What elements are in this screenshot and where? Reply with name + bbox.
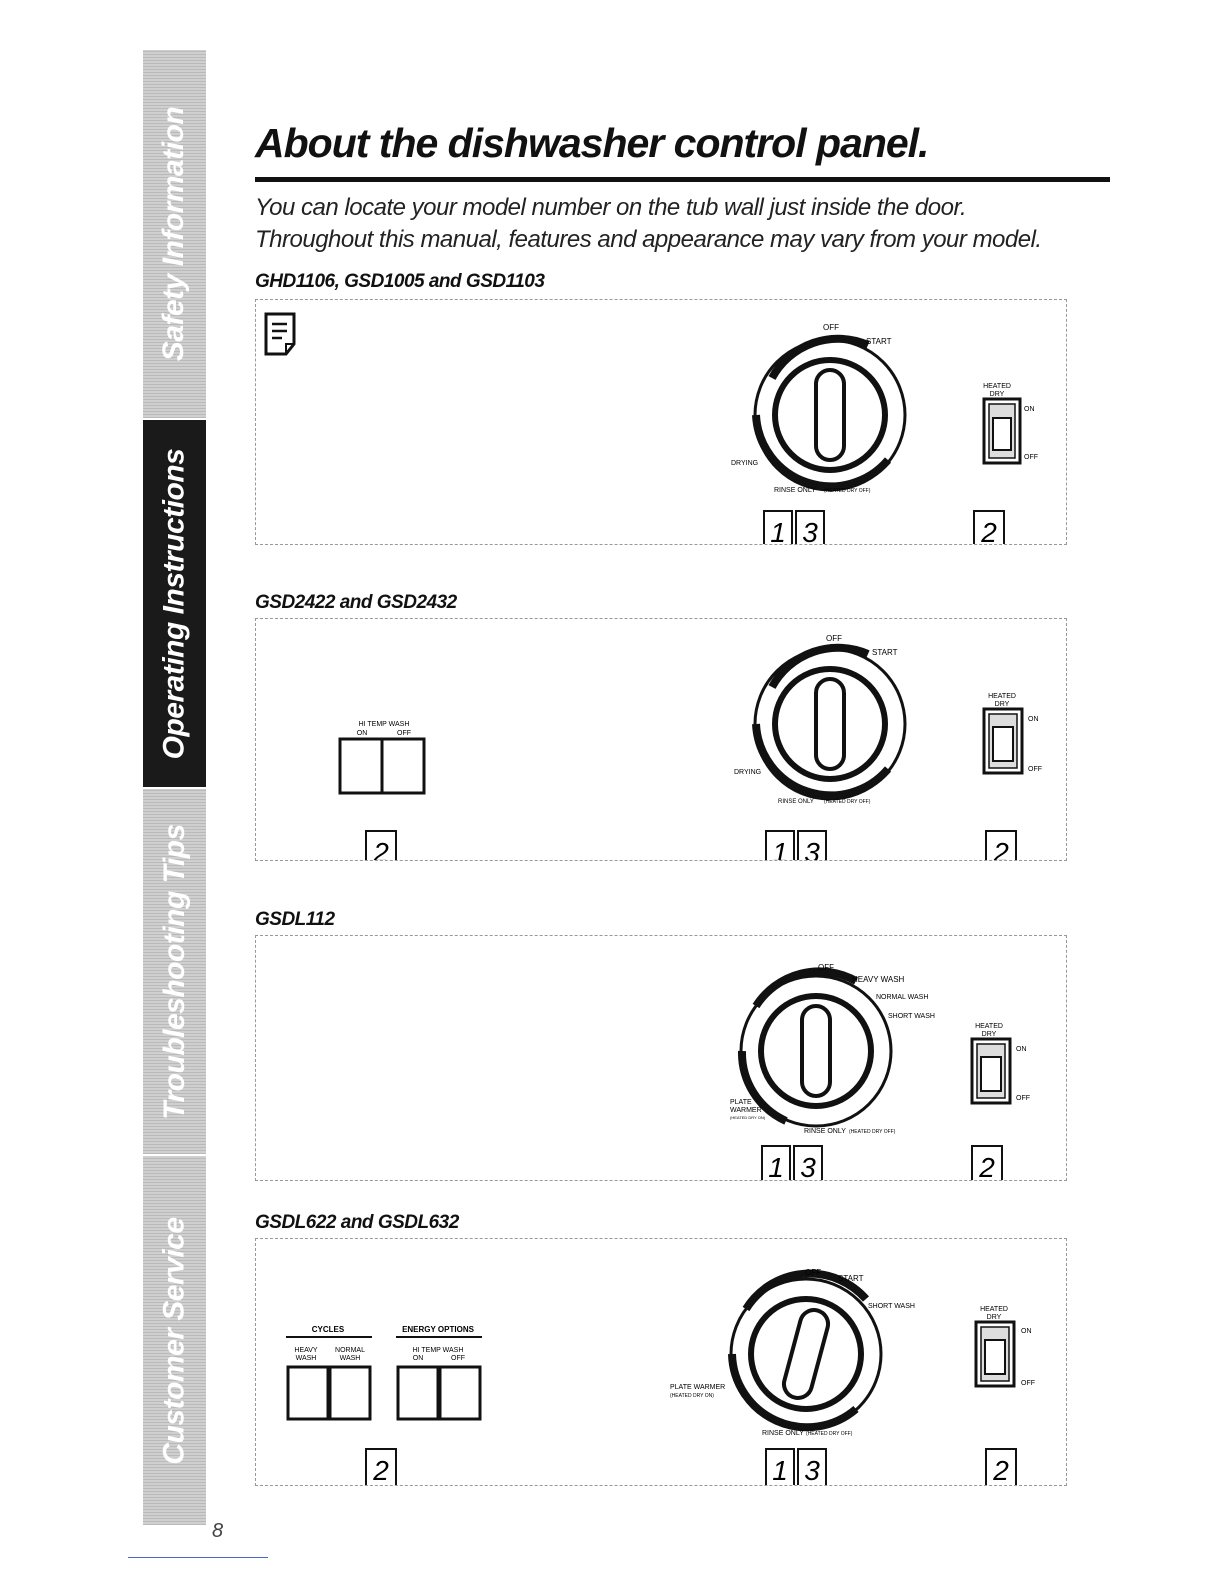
footer-rule [128, 1557, 268, 1558]
switch-title: DRY [986, 1314, 1002, 1321]
switch-title: HEATED [983, 383, 1011, 390]
switch-on-label: ON [1024, 406, 1035, 413]
callout-1 [766, 831, 794, 860]
heated-dry-switch[interactable] [984, 399, 1020, 463]
panel-drawing [256, 1239, 1066, 1485]
model-heading: GHD1106, GSD1005 and GSD1103 [255, 271, 545, 292]
callout-number: 1 [772, 837, 788, 860]
heavy-wash-label: HEAVY [294, 1347, 318, 1354]
dial-label-short-wash: SHORT WASH [868, 1303, 915, 1310]
tab-operating-instructions[interactable] [143, 420, 206, 787]
heated-dry-switch[interactable] [972, 1039, 1010, 1103]
switch-title: DRY [989, 391, 1005, 398]
callout-2 [972, 1146, 1002, 1180]
dial-label-off: OFF [805, 1268, 821, 1277]
callout-number: 2 [993, 1455, 1009, 1485]
callout-number: 2 [981, 517, 997, 544]
cycle-dial[interactable] [731, 1274, 881, 1429]
heated-dry-switch[interactable] [984, 709, 1022, 773]
callout-3 [794, 1146, 822, 1180]
hi-temp-wash-label: HI TEMP WASH [358, 721, 410, 728]
panel-drawing [256, 936, 1066, 1180]
dial-label-rinse-note: (HEATED DRY OFF) [824, 488, 871, 494]
control-panel-2 [255, 618, 1067, 861]
tab-troubleshooting-tips[interactable] [143, 789, 206, 1154]
dial-label-heavy-wash: HEAVY WASH [852, 975, 905, 984]
cycle-dial[interactable] [755, 339, 905, 490]
option-off-label: OFF [397, 730, 411, 737]
normal-wash-label: NORMAL [335, 1347, 365, 1354]
tab-label: Customer Service [157, 1216, 191, 1465]
panel-drawing [256, 619, 1066, 860]
callout-number: 1 [768, 1152, 784, 1180]
hi-temp-wash-off-button[interactable] [382, 739, 424, 793]
dial-label-start: START [872, 648, 898, 657]
dial-label-plate-note: (HEATED DRY ON) [730, 1115, 766, 1120]
dial-label-start: START [866, 337, 892, 346]
normal-wash-button[interactable] [330, 1367, 370, 1419]
intro-line: You can locate your model number on the tub wall just inside the door. [255, 194, 967, 221]
callout-number: 2 [373, 1455, 389, 1485]
callout-1 [762, 1146, 790, 1180]
callout-2 [366, 1449, 396, 1485]
intro-text [255, 192, 1042, 256]
page-number: 8 [212, 1520, 224, 1542]
callout-number: 2 [993, 837, 1009, 860]
dial-label-rinse-only: RINSE ONLY [762, 1430, 804, 1437]
callout-3 [798, 831, 826, 860]
dial-label-rinse-note: (HEATED DRY OFF) [849, 1129, 896, 1135]
switch-on-label: ON [1016, 1046, 1027, 1053]
dial-label-warmer: WARMER [730, 1107, 762, 1114]
model-heading: GSD2422 and GSD2432 [255, 592, 457, 613]
heavy-wash-label: WASH [295, 1355, 317, 1362]
callout-number: 1 [770, 517, 786, 544]
sidebar-tabs [143, 50, 206, 1525]
callout-3 [796, 511, 824, 544]
dial-label-rinse-note: (HEATED DRY OFF) [824, 799, 871, 805]
option-on-label: ON [356, 730, 368, 737]
control-panel-3 [255, 935, 1067, 1181]
title-rule [255, 177, 1110, 182]
option-on-label: ON [412, 1355, 424, 1362]
dial-label-drying: DRYING [734, 769, 762, 776]
tab-label: Operating Instructions [157, 448, 191, 759]
control-panel-4 [255, 1238, 1067, 1486]
model-heading: GSDL112 [255, 909, 335, 930]
page-title: About the dishwasher control panel. [255, 120, 929, 166]
hi-temp-wash-off-button[interactable] [440, 1367, 480, 1419]
switch-off-label: OFF [1024, 454, 1038, 461]
cycles-title: CYCLES [311, 1325, 345, 1334]
dial-label-short-wash: SHORT WASH [888, 1013, 935, 1020]
switch-title: HEATED [988, 693, 1016, 700]
hi-temp-wash-label: HI TEMP WASH [412, 1347, 464, 1354]
dial-label-rinse-only: RINSE ONLY [804, 1128, 846, 1135]
callout-2 [986, 831, 1016, 860]
dial-label-off: OFF [823, 323, 839, 332]
intro-line: Throughout this manual, features and appearance may vary from your model. [255, 226, 1042, 253]
callout-1 [764, 511, 792, 544]
dial-label-plate: PLATE [730, 1099, 752, 1106]
dial-label-start: START [838, 1274, 864, 1283]
callout-3 [798, 1449, 826, 1485]
heated-dry-switch[interactable] [976, 1322, 1014, 1386]
tab-safety-information[interactable] [143, 50, 206, 418]
cycle-dial[interactable] [741, 971, 891, 1126]
switch-title: DRY [981, 1031, 997, 1038]
switch-title: HEATED [975, 1023, 1003, 1030]
hi-temp-wash-on-button[interactable] [340, 739, 382, 793]
dial-label-drying: DRYING [731, 460, 759, 467]
option-off-label: OFF [451, 1355, 465, 1362]
dial-label-rinse-note: (HEATED DRY OFF) [806, 1431, 853, 1437]
callout-number: 1 [772, 1455, 788, 1485]
callout-number: 3 [802, 517, 818, 544]
dial-label-normal-wash: NORMAL WASH [876, 994, 929, 1001]
panel-drawing [256, 300, 1066, 544]
switch-off-label: OFF [1021, 1380, 1035, 1387]
callout-number: 3 [804, 837, 820, 860]
callout-number: 3 [804, 1455, 820, 1485]
callout-number: 2 [979, 1152, 995, 1180]
dial-label-plate-warmer: PLATE WARMER [670, 1384, 726, 1391]
callout-1 [766, 1449, 794, 1485]
cycle-dial[interactable] [755, 648, 905, 799]
heavy-wash-button[interactable] [288, 1367, 328, 1419]
dial-label-off: OFF [818, 963, 834, 972]
normal-wash-label: WASH [339, 1355, 361, 1362]
switch-off-label: OFF [1028, 766, 1042, 773]
control-panel-1 [255, 299, 1067, 545]
tab-customer-service[interactable] [143, 1156, 206, 1525]
tab-label: Safety Information [157, 106, 191, 362]
model-heading: GSDL622 and GSDL632 [255, 1212, 459, 1233]
dial-label-rinse-only: RINSE ONLY [778, 799, 814, 805]
switch-title: HEATED [980, 1306, 1008, 1313]
energy-options-title: ENERGY OPTIONS [402, 1325, 474, 1334]
note-icon [266, 314, 294, 354]
switch-on-label: ON [1028, 716, 1039, 723]
callout-number: 3 [800, 1152, 816, 1180]
callout-2 [974, 511, 1004, 544]
switch-title: DRY [994, 701, 1010, 708]
callout-2 [366, 831, 396, 860]
dial-label-plate-note: (HEATED DRY ON) [670, 1393, 714, 1399]
hi-temp-wash-on-button[interactable] [398, 1367, 438, 1419]
switch-on-label: ON [1021, 1328, 1032, 1335]
callout-2 [986, 1449, 1016, 1485]
callout-number: 2 [373, 837, 389, 860]
dial-label-rinse-only: RINSE ONLY [774, 487, 816, 494]
dial-label-off: OFF [826, 634, 842, 643]
switch-off-label: OFF [1016, 1095, 1030, 1102]
tab-label: Troubleshooting Tips [157, 823, 191, 1120]
